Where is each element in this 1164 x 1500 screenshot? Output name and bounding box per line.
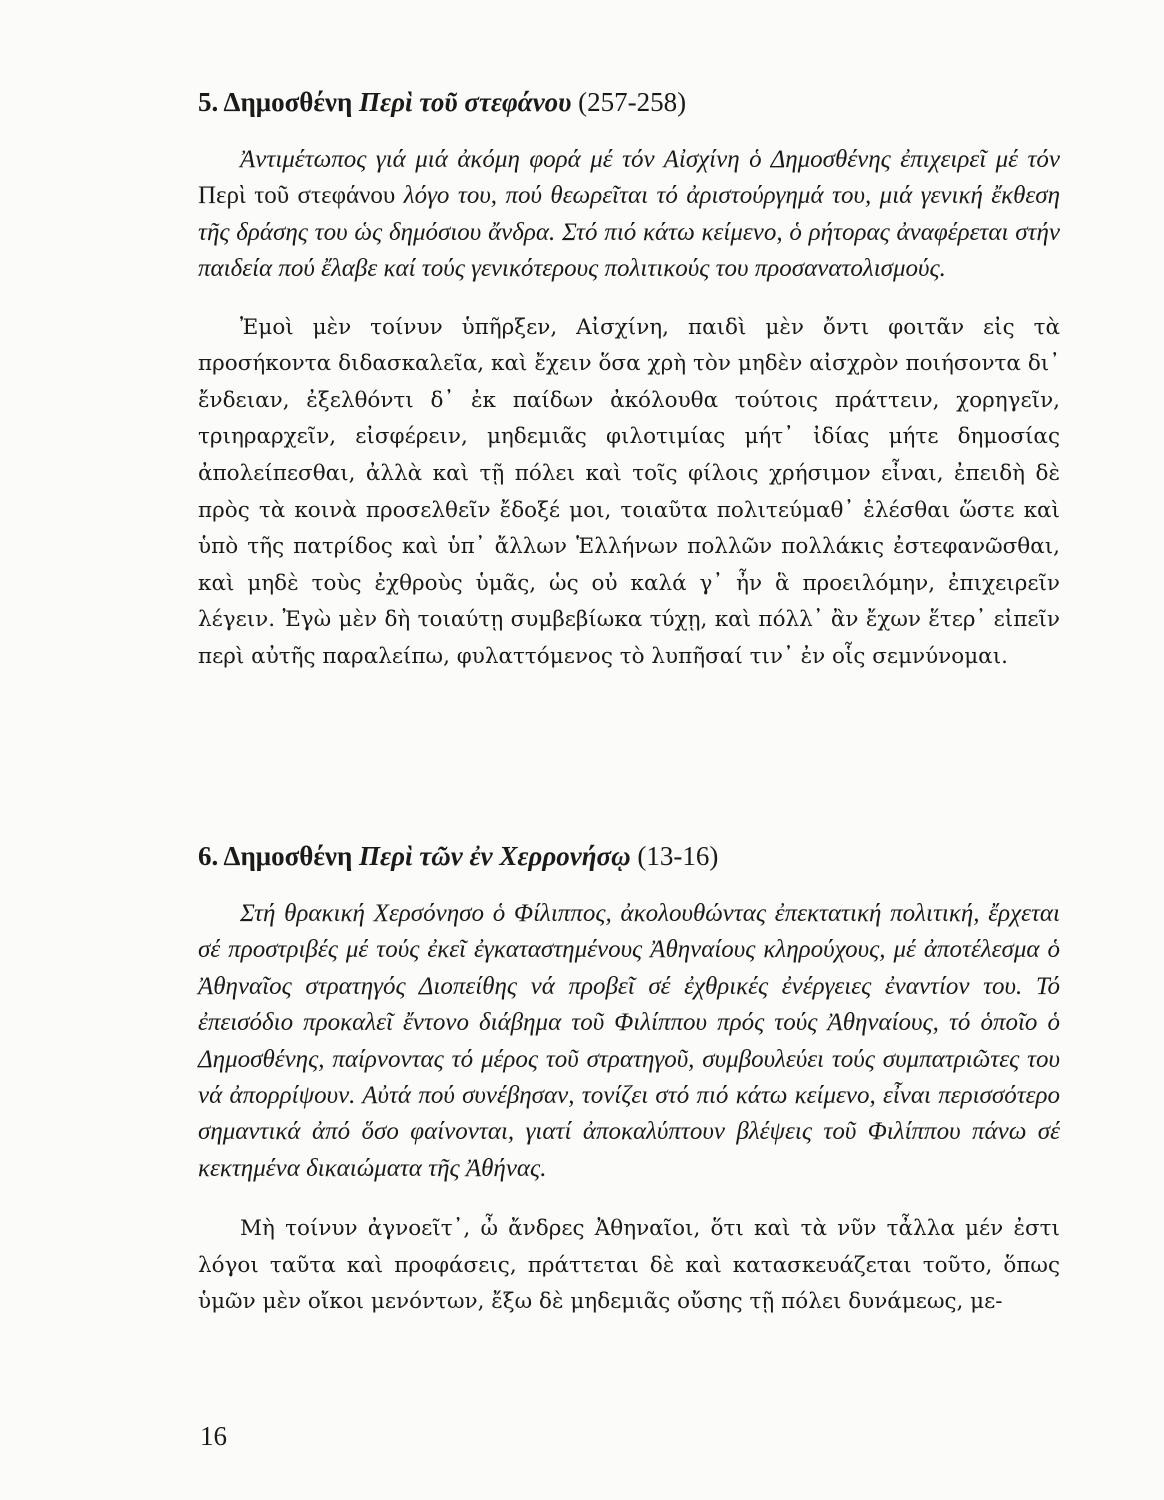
section-5 [198,84,1060,676]
intro-text-part1: Ἀντιμέτωπος γιά μιά ἀκόμη φορά μέ τόν Αἰσχίνη ὁ Δημοσθένης ἐπιχειρεῖ μέ τόν [240,146,1060,173]
section-number: 6. [198,841,219,871]
section-reference: (257-258) [578,87,687,117]
section-author: Δημοσθένη [223,87,353,117]
section-6-greek-text: Μὴ τοίνυν ἀγνοεῖτ᾽, ὦ ἄνδρες Ἀθηναῖοι, ὅτι καὶ τὰ νῦν τἆλλα μέν ἐστι λόγοι ταῦτα καὶ προφάσεις, πράττεται δὲ καὶ κατασκευάζεται τοῦτο, ὅπως ὑμῶν μὲν οἴκοι μενόντων, ἔξω δὲ μηδεμιᾶς οὔσης τῇ πόλει δυνάμεως, με- [198,1216,1060,1315]
intro-text-part2: λόγο του, πού θεωρεῖται τό ἀριστούργημά του, μιά γενική ἔκθεση τῆς δράσης του ὡς δημόσιου ἄνδρα. Στό πιό κάτω κείμενο, ὁ ρήτορας ἀναφέρεται στήν παιδεία πού ἔλαβε καί τούς γενικότερους πολιτικούς του προσανατολισμούς. [198,182,1060,283]
intro-text-upright: Περὶ τοῦ στεφάνου [198,182,396,210]
section-title: Περὶ τοῦ στεφάνου [359,87,572,117]
page-number: 16 [200,1421,227,1451]
section-author: Δημοσθένη [223,841,353,871]
section-reference: (13-16) [637,841,719,871]
section-6-intro: Στή θρακική Χερσόνησο ὁ Φίλιππος, ἀκολουθώντας ἐπεκτατική πολιτική, ἔρχεται σέ προστριβές μέ τούς ἐκεῖ ἐγκαταστημένους Ἀθηναίους κληρούχους, μέ ἀποτέλεσμα ὁ Ἀθηναῖος στρατηγός Διοπείθης νά προβεῖ σέ ἐχθρικές ἐνέργειες ἐναντίον του. Τό ἐπεισόδιο προκαλεῖ ἔντονο διάβημα τοῦ Φιλίππου πρός τούς Ἀθηναίους, τό ὁποῖο ὁ Δημοσθένης, παίρνοντας τό μέρος τοῦ στρατηγοῦ, συμβουλεύει τούς συμπατριῶτες του νά ἀπορρίψουν. Αὐτά πού συνέβησαν, τονίζει στό πιό κάτω κείμενο, εἶναι περισσότερο σημαντικά ἀπό ὅσο φαίνονται, γιατί ἀποκαλύπτουν βλέψεις τοῦ Φιλίππου πάνω σέ κεκτημένα δικαιώματα τῆς Ἀθήνας. [198,900,1060,1182]
section-5-intro [198,142,1060,288]
section-5-heading [198,84,1060,120]
section-6-heading [198,838,1060,874]
section-number: 5. [198,87,219,117]
section-5-greek-text: Ἐμοὶ μὲν τοίνυν ὑπῆρξεν, Αἰσχίνη, παιδὶ μὲν ὄντι φοιτᾶν εἰς τὰ προσήκοντα διδασκαλεῖα, καὶ ἔχειν ὅσα χρὴ τὸν μηδὲν αἰσχρὸν ποιήσοντα δι᾽ ἔνδειαν, ἐξελθόντι δ᾽ ἐκ παίδων ἀκόλουθα τούτοις πράττειν, χορηγεῖν, τριηραρχεῖν, εἰσφέρειν, μηδεμιᾶς φιλοτιμίας μήτ᾽ ἰδίας μήτε δημοσίας ἀπολείπεσθαι, ἀλλὰ καὶ τῇ πόλει καὶ τοῖς φίλοις χρήσιμον εἶναι, ἐπειδὴ δὲ πρὸς τὰ κοινὰ προσελθεῖν ἔδοξέ μοι, τοιαῦτα πολιτεύμαθ᾽ ἑλέσθαι ὥστε καὶ ὑπὸ τῆς πατρίδος καὶ ὑπ᾽ ἄλλων Ἑλλήνων πολλῶν πολλάκις ἐστεφανῶσθαι, καὶ μηδὲ τοὺς ἐχθροὺς ὑμᾶς, ὡς οὐ καλά γ᾽ ἦν ἃ προειλόμην, ἐπιχειρεῖν λέγειν. Ἐγὼ μὲν δὴ τοιαύτῃ συμβεβίωκα τύχῃ, καὶ πόλλ᾽ ἂν ἔχων ἕτερ᾽ εἰπεῖν περὶ αὐτῆς παραλείπω, φυλαττόμενος τὸ λυπῆσαί τιν᾽ ἐν οἷς σεμνύνομαι. [198,314,1060,669]
section-title: Περὶ τῶν ἐν Χερρονήσῳ [359,841,631,871]
section-6 [198,838,1060,1321]
